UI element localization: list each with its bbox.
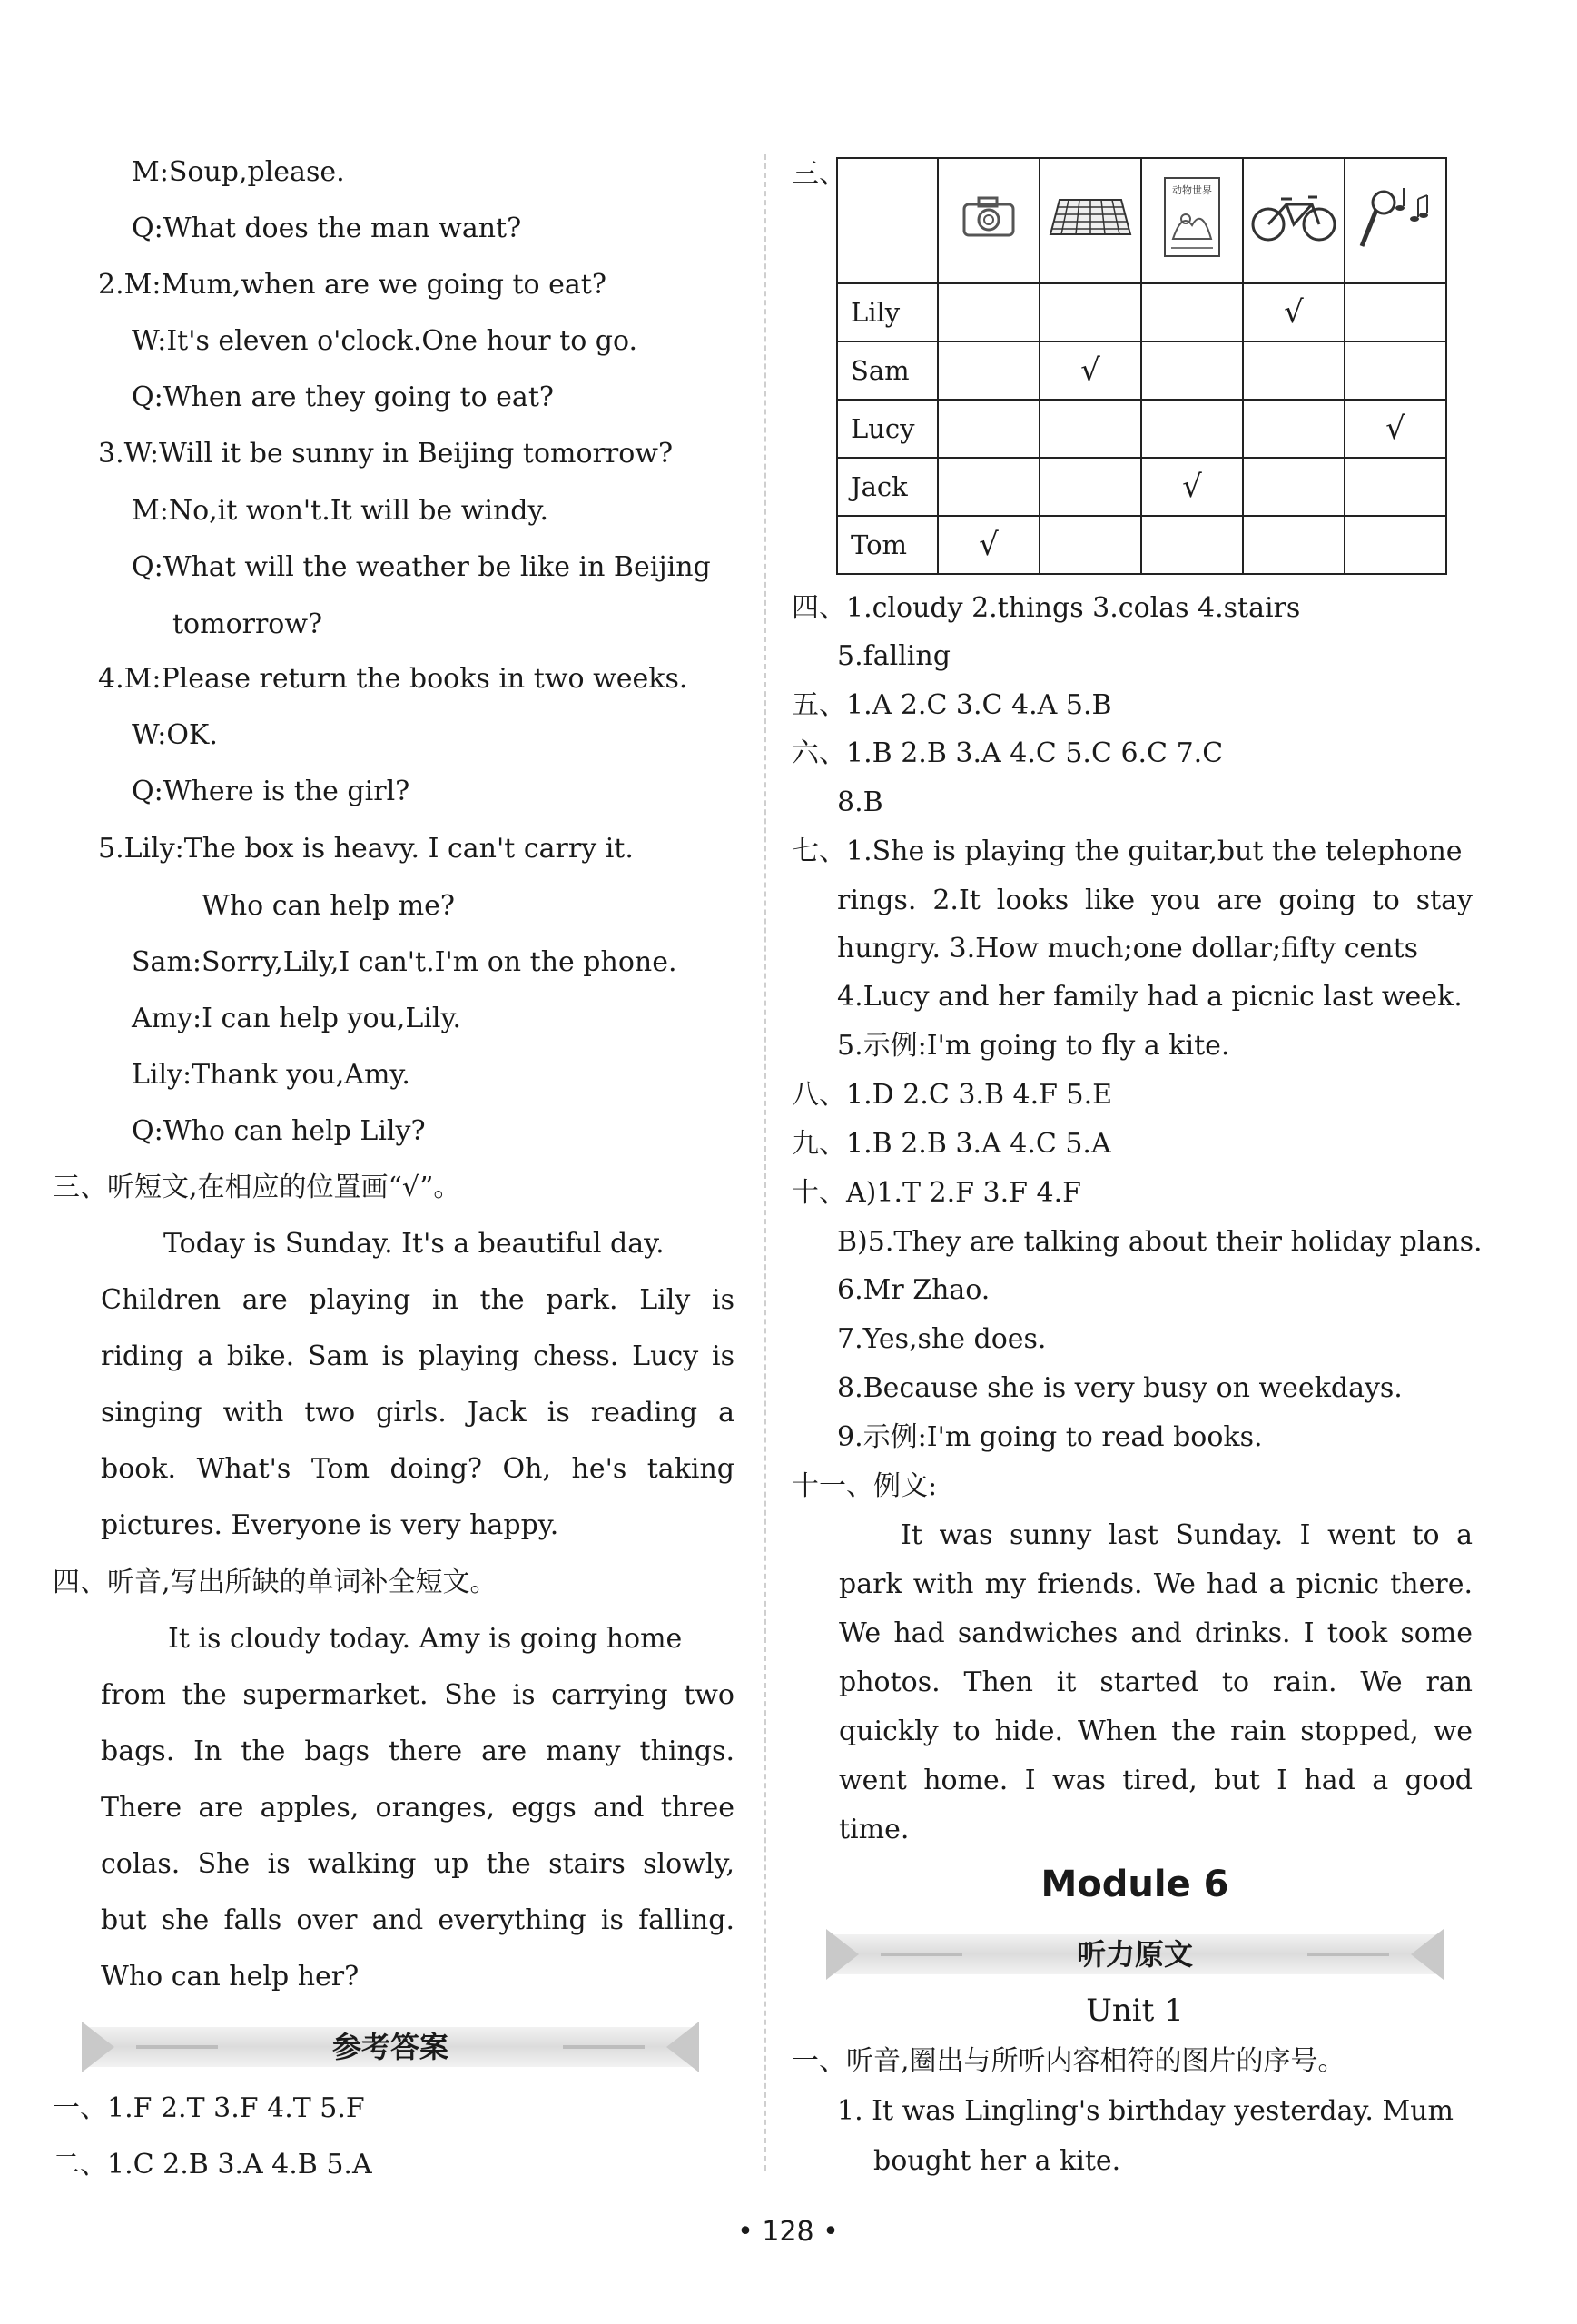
passage-line: singing with two girls. Jack is reading a [101,1397,734,1429]
dialogue-line: 5.Lily:The box is heavy. I can't carry it. [98,833,634,865]
dialogue-line: Sam:Sorry,Lily,I can't.I'm on the phone. [132,946,677,978]
passage-line: went home. I was tired, but I had a good [839,1765,1473,1796]
check-cell [1040,400,1141,458]
check-cell [1243,341,1345,400]
check-cell [1141,516,1243,574]
check-cell [1040,458,1141,516]
dialogue-line: 4.M:Please return the books in two weeks. [98,663,688,695]
check-cell [1243,400,1345,458]
answers-line: B)5.They are talking about their holiday plans. [837,1226,1483,1258]
passage-line: Today is Sunday. It's a beautiful day. [163,1228,665,1260]
check-cell [1345,341,1446,400]
check-cell [938,458,1040,516]
row-name: Lucy [837,400,938,458]
unit-task: 一、听音,圈出与所听内容相符的图片的序号。 [792,2045,1345,2077]
dialogue-line: 3.W:Will it be sunny in Beijing tomorrow? [98,438,674,470]
check-cell [1345,283,1446,341]
check-cell [1141,283,1243,341]
check-cell [1243,516,1345,574]
check-cell [1040,516,1141,574]
book-label: 动物世界 [1172,183,1212,196]
answers-line: 九、1.B 2.B 3.A 4.C 5.A [792,1128,1111,1160]
check-cell [1345,458,1446,516]
answers-line: 6.Mr Zhao. [837,1274,991,1306]
table-row [837,400,1446,458]
table-corner-cell [837,158,938,283]
check-cell: √ [938,516,1040,574]
answers-line: 十、A)1.T 2.F 3.F 4.F [792,1177,1081,1209]
passage-line: We had sandwiches and drinks. I took some [839,1617,1473,1649]
table-row [837,283,1446,341]
chessboard-icon [1040,158,1141,283]
unit-item-line: bought her a kite. [873,2145,1121,2177]
passage-line: time. [839,1814,910,1845]
answers-line: rings. 2.It looks like you are going to stay [837,885,1473,916]
check-cell: √ [1243,283,1345,341]
answers-line: hungry. 3.How much;one dollar;fifty cents [837,933,1419,964]
module-title: Module 6 [1040,1864,1229,1905]
check-cell: √ [1141,458,1243,516]
check-cell: √ [1345,400,1446,458]
passage-line: It was sunny last Sunday. I went to a [901,1519,1473,1551]
section-3-title: 三、听短文,在相应的位置画“√”。 [53,1172,461,1203]
answers-line: 七、1.She is playing the guitar,but the telephone [792,836,1463,867]
dialogue-line: M:No,it won't.It will be windy. [132,495,548,527]
answers-banner-title: 参考答案 [331,2030,448,2064]
passage-line: It is cloudy today. Amy is going home [168,1623,683,1655]
answers-line: 六、1.B 2.B 3.A 4.C 5.C 6.C 7.C [792,737,1224,769]
dialogue-line: Q:What will the weather be like in Beijing [132,551,711,583]
listening-banner [826,1929,1444,1980]
table-header-row [837,158,1446,283]
dialogue-line: Q:Where is the girl? [132,776,410,807]
passage-line: bags. In the bags there are many things. [101,1736,734,1767]
dialogue-line: W:It's eleven o'clock.One hour to go. [132,325,638,357]
answers-line: 9.示例:I'm going to read books. [837,1421,1263,1453]
row-name: Jack [837,458,938,516]
passage-line: There are apples, oranges, eggs and three [101,1792,734,1824]
unit-title: Unit 1 [1086,1993,1184,2029]
animal-world-book-icon [1141,158,1243,283]
passage-line: quickly to hide. When the rain stopped, we [839,1716,1473,1747]
section-4-title: 四、听音,写出所缺的单词补全短文。 [53,1567,498,1598]
passage-line: riding a bike. Sam is playing chess. Lucy is [101,1340,734,1372]
dialogue-line: tomorrow? [172,608,323,640]
dialogue-line: Lily:Thank you,Amy. [132,1059,410,1091]
page-number: • 128 • [737,2216,839,2248]
table-row [837,458,1446,516]
check-cell [938,341,1040,400]
row-name: Sam [837,341,938,400]
answers-line: 7.Yes,she does. [837,1323,1047,1355]
listening-banner-title: 听力原文 [1076,1937,1193,1972]
answers-line: 8.Because she is very busy on weekdays. [837,1372,1403,1404]
check-cell [938,400,1040,458]
answers-11-title: 十一、例文: [792,1470,938,1502]
passage-line: Who can help her? [101,1961,360,1993]
passage-line: book. What's Tom doing? Oh, he's taking [101,1453,734,1485]
check-cell [1141,341,1243,400]
microphone-music-icon [1345,158,1446,283]
dialogue-line: Who can help me? [202,890,455,922]
passage-line: photos. Then it started to rain. We ran [839,1666,1473,1698]
dialogue-line: W:OK. [132,719,218,751]
check-cell: √ [1040,341,1141,400]
dialogue-line: Amy:I can help you,Lily. [132,1003,461,1034]
column-divider [764,154,766,2171]
answers-line: 五、1.A 2.C 3.C 4.A 5.B [792,689,1112,721]
answers-line: 八、1.D 2.C 3.B 4.F 5.E [792,1079,1113,1111]
answers-line: 4.Lucy and her family had a picnic last week. [837,981,1463,1013]
unit-item-line: 1. It was Lingling's birthday yesterday. Mum [837,2095,1454,2127]
activity-table [836,157,1447,575]
answers-line: 二、1.C 2.B 3.A 4.B 5.A [53,2149,372,2181]
row-name: Tom [837,516,938,574]
dialogue-line: Q:Who can help Lily? [132,1115,426,1147]
passage-line: from the supermarket. She is carrying two [101,1679,734,1711]
bicycle-icon [1243,158,1345,283]
camera-icon [938,158,1040,283]
passage-line: colas. She is walking up the stairs slowly, [101,1848,734,1880]
passage-line: park with my friends. We had a picnic there. [839,1568,1473,1600]
passage-line: but she falls over and everything is falling. [101,1904,734,1936]
row-name: Lily [837,283,938,341]
answers-line: 一、1.F 2.T 3.F 4.T 5.F [53,2092,365,2124]
dialogue-line: M:Soup,please. [132,156,345,188]
answers-banner [82,2022,699,2072]
answers-line: 四、1.cloudy 2.things 3.colas 4.stairs [792,592,1301,624]
check-cell [1243,458,1345,516]
table-label: 三、 [792,158,846,190]
check-cell [1141,400,1243,458]
passage-line: pictures. Everyone is very happy. [101,1509,559,1541]
table-row [837,516,1446,574]
check-cell [1345,516,1446,574]
table-row [837,341,1446,400]
answers-line: 5.falling [837,640,951,672]
dialogue-line: 2.M:Mum,when are we going to eat? [98,269,606,301]
answers-line: 5.示例:I'm going to fly a kite. [837,1030,1230,1062]
check-cell [938,283,1040,341]
check-cell [1040,283,1141,341]
passage-line: Children are playing in the park. Lily is [101,1284,734,1316]
answers-line: 8.B [837,786,883,818]
dialogue-line: Q:When are they going to eat? [132,381,554,413]
dialogue-line: Q:What does the man want? [132,213,522,244]
